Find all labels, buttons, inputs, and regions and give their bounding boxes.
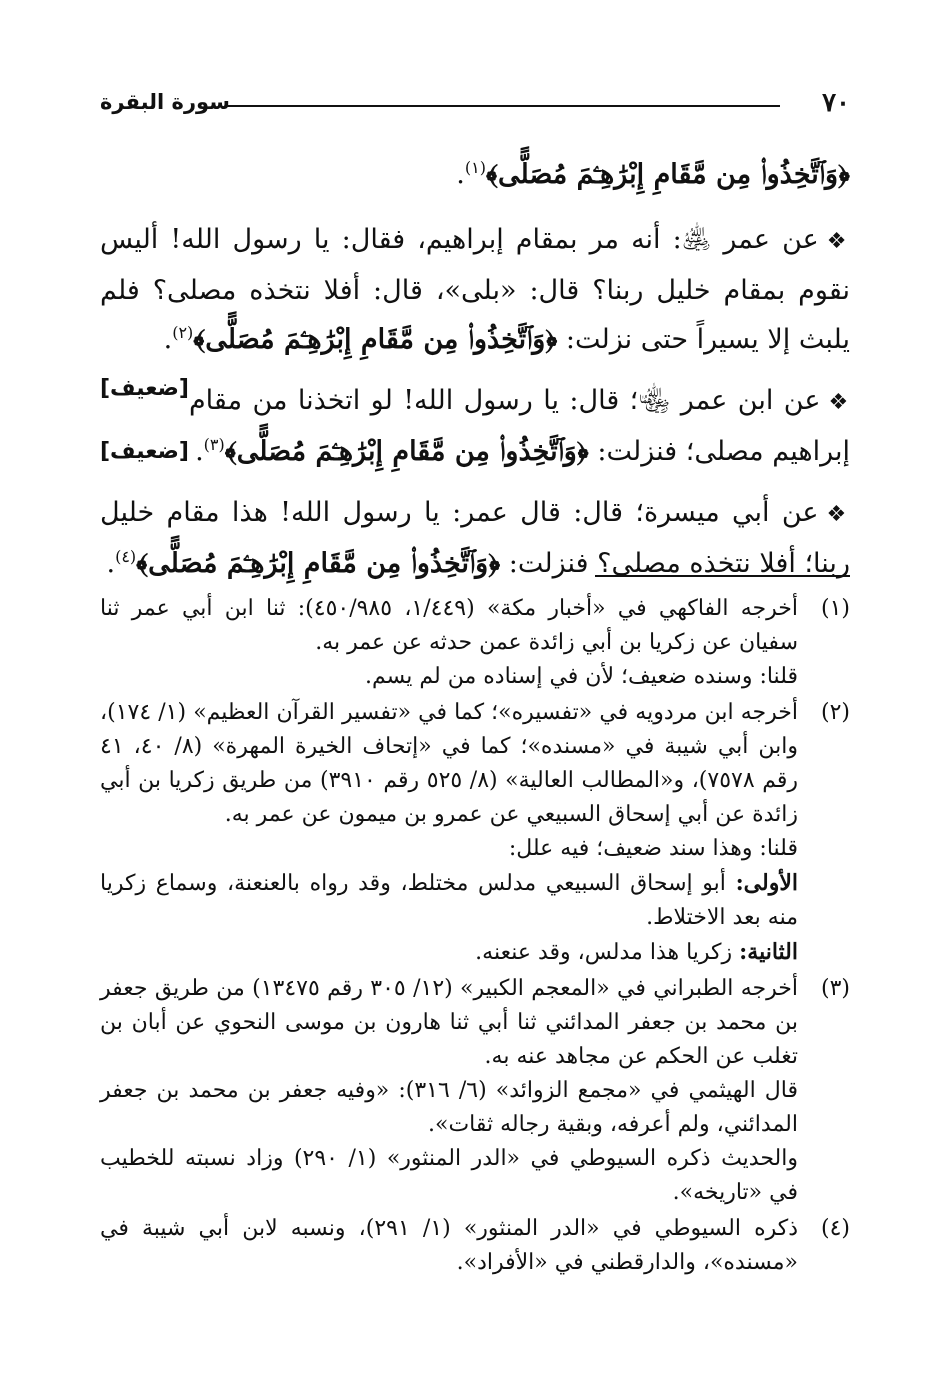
footnote-lead: الثانية:: [739, 939, 798, 965]
hadith-paragraph: [100, 488, 850, 588]
hadith-paragraph: [100, 215, 850, 401]
header-rule: [225, 105, 780, 107]
footnotes: [100, 592, 850, 1282]
footnote-text: ذكره السيوطي في «الدر المنثور» (١/ ٢٩١)، ونسبه لابن أبي شيبة في «مسنده»، والدارقطني في «الأفراد».: [100, 1216, 799, 1275]
diamond-bullet-icon: ❖: [826, 502, 850, 527]
footnote-number: (٣): [820, 976, 850, 1001]
footnote-text: أخرجه ابن مردويه في «تفسيره»؛ كما في «تفسير القرآن العظيم» (١/ ١٧٤)، وابن أبي شيبة في «مسنده»؛ كما في «إتحاف الخيرة المهرة» (٨/ ٤٠، ٤١ رقم ٧٥٧٨)، و«المطالب العالية» (٨/ ٥٢٥ رقم ٣٩١٠) من طريق زكريا بن أبي زائدة عن أبي إسحاق السبيعي عن عمرو بن ميمون عن عمر به.: [100, 700, 799, 827]
footnote-ref: (٤): [115, 547, 137, 566]
footnote-number: (١): [820, 596, 850, 621]
page-number: ٧٠: [822, 88, 850, 118]
footnote-number: (٢): [820, 700, 850, 725]
footnote-lead: الأولى:: [735, 870, 799, 896]
footnote-text: أبو إسحاق السبيعي مدلس مختلط، وقد رواه بالعنعنة، وسماع زكريا منه بعد الاختلاط.: [100, 871, 798, 930]
page-header: [100, 88, 850, 124]
footnote-text: قال الهيثمي في «مجمع الزوائد» (٦/ ٣١٦): «وفيه جعفر بن محمد بن جعفر المدائني، ولم أعرفه، وبقية رجاله ثقات».: [100, 1078, 799, 1137]
footnote-text: [100, 866, 798, 935]
footnote-ref: (١): [464, 158, 486, 177]
footnote-item: [100, 696, 850, 970]
grade-label: [ضعيف]: [100, 376, 189, 401]
hadith-text: عن ابن عمر ﵄؛ قال: يا رسول الله! لو اتخذنا من مقام إبراهيم مصلى؛ فنزلت:: [188, 385, 850, 467]
footnote-text: [100, 935, 798, 970]
quran-verse: ﴿وَٱتَّخِذُوا۟ مِن مَّقَامِ إِبْرَٰهِـۧمَ مُصَلًّى﴾: [193, 324, 558, 355]
main-text: [100, 150, 850, 600]
footnote-text: أخرجه الطبراني في «المعجم الكبير» (١٢/ ٣٠٥ رقم ١٣٤٧٥) من طريق جعفر بن محمد بن جعفر المدائني ثنا أبي ثنا هارون بن موسى النحوي عن أبان بن تغلب عن الحكم عن مجاهد عنه به.: [100, 976, 799, 1069]
surah-title: سورة البقرة: [100, 90, 230, 114]
footnote-text: قلنا: وهذا سند ضعيف؛ فيه علل:: [508, 836, 798, 861]
verse-tail: .: [456, 159, 465, 190]
quran-verse: ﴿وَٱتَّخِذُوا۟ مِن مَّقَامِ إِبْرَٰهِـۧمَ مُصَلًّى﴾: [136, 548, 501, 579]
diamond-bullet-icon: ❖: [828, 390, 850, 415]
footnote-number: (٤): [820, 1216, 850, 1241]
footnote-ref: (٣): [203, 435, 225, 454]
hadith-tail: .: [106, 548, 116, 579]
footnote-item: [100, 972, 850, 1210]
hadith-text: عن أبي ميسرة؛ قال: قال عمر: يا رسول الله! هذا مقام خليل ربنا؛ أفلا نتخذه مصلى؟ فنزلت:: [100, 497, 850, 579]
diamond-bullet-icon: ❖: [826, 229, 850, 254]
footnote-item: [100, 1212, 850, 1280]
grade-label: [ضعيف]: [100, 439, 189, 464]
footnote-text: والحديث ذكره السيوطي في «الدر المنثور» (١/ ٢٩٠) وزاد نسبته للخطيب في «تاريخه».: [100, 1146, 798, 1205]
quran-verse: ﴿وَٱتَّخِذُوا۟ مِن مَّقَامِ إِبْرَٰهِـۧمَ مُصَلًّى﴾: [224, 436, 589, 467]
verse-line: [100, 150, 850, 199]
footnote-text: قلنا: وسنده ضعيف؛ لأن في إسناده من لم يسم.: [365, 664, 798, 689]
hadith-paragraph: [100, 376, 850, 476]
footnote-text: أخرجه الفاكهي في «أخبار مكة» (١/٤٤٩، ٤٥٠/٩٨٥): ثنا ابن أبي عمر ثنا سفيان عن زكريا بن أبي زائدة عمن حدثه عن عمر به.: [100, 596, 798, 655]
footnote-separator: [595, 575, 850, 577]
footnote-ref: (٢): [172, 323, 194, 342]
hadith-tail: .: [163, 324, 173, 355]
hadith-text: عن عمر ﵁: أنه مر بمقام إبراهيم، فقال: يا رسول الله! أليس نقوم بمقام خليل ربنا؟ قال: «بلى»، قال: أفلا نتخذه مصلى؟ فلم يلبث إلا يسيراً حتى نزلت:: [100, 224, 850, 355]
quran-verse: ﴿وَٱتَّخِذُوا۟ مِن مَّقَامِ إِبْرَٰهِـۧمَ مُصَلًّى﴾: [485, 159, 850, 190]
hadith-tail: .: [195, 436, 204, 467]
footnote-item: [100, 592, 850, 694]
footnote-text: زكريا هذا مدلس، وقد عنعنه.: [475, 940, 733, 965]
